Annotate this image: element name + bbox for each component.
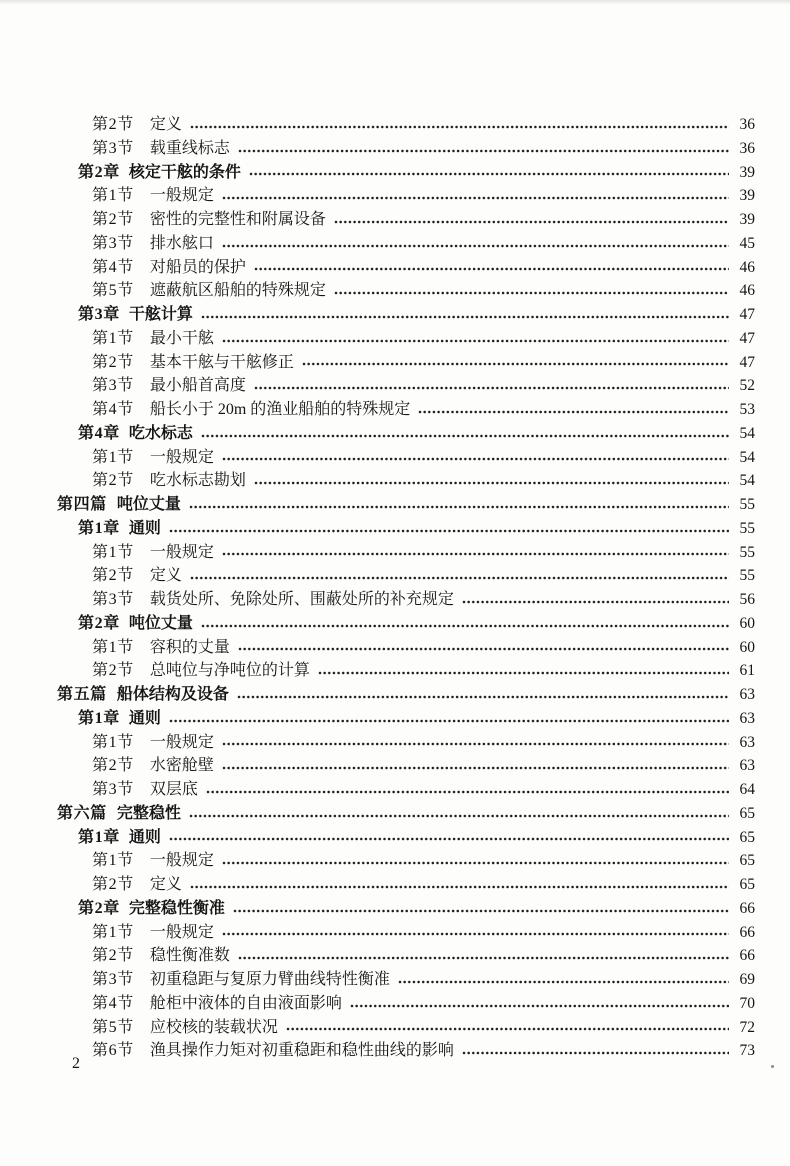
toc-entry-page-number: 66	[739, 899, 755, 917]
scan-artifact-speck	[771, 1065, 774, 1068]
toc-entry	[0, 256, 755, 280]
toc-entry-title: 吨位丈量	[116, 496, 181, 513]
toc-entry	[0, 279, 755, 303]
toc-entry-page-number: 54	[739, 424, 755, 442]
dot-leader-icon	[190, 878, 729, 892]
dot-leader-icon	[222, 237, 729, 251]
toc-entry-label: 第4节	[92, 994, 134, 1012]
dot-leader-icon	[222, 545, 729, 559]
toc-entry	[0, 636, 755, 660]
toc-entry-page-number: 63	[739, 686, 755, 703]
toc-entry	[0, 398, 755, 422]
toc-entry	[0, 113, 755, 137]
dot-leader-icon	[286, 1020, 729, 1034]
toc-entry-page-number: 55	[739, 567, 755, 585]
toc-entry	[0, 469, 755, 493]
toc-entry-title: 容积的丈量	[149, 638, 230, 656]
toc-entry-label: 第5节	[92, 1018, 134, 1036]
dot-leader-icon	[222, 735, 729, 749]
toc-entry-title: 水密舱壁	[149, 757, 214, 775]
toc-entry-label: 第2节	[92, 567, 134, 585]
dot-leader-icon	[201, 427, 729, 441]
dot-leader-icon	[462, 1044, 729, 1058]
toc-entry	[0, 968, 755, 992]
toc-entry-title: 一般规定	[149, 543, 214, 561]
toc-entry-page-number: 52	[739, 377, 755, 395]
toc-entry-page-number: 55	[739, 519, 755, 537]
toc-entry-page-number: 56	[739, 591, 755, 608]
toc-entry	[0, 564, 755, 588]
toc-entry-label: 第2节	[92, 472, 134, 490]
scan-top-edge	[0, 0, 790, 5]
toc-entry-label: 第1节	[92, 543, 134, 561]
toc-entry-page-number: 63	[739, 709, 755, 727]
toc-entry-label: 第3节	[92, 139, 134, 157]
toc-entry-title: 定义	[149, 116, 182, 133]
dot-leader-icon	[169, 712, 729, 726]
toc-entry-label: 第1节	[92, 329, 134, 347]
toc-entry-title: 基本干舷与干舷修正	[149, 353, 294, 371]
toc-entry-page-number: 47	[739, 329, 755, 347]
toc-entry-label: 第四篇	[57, 496, 107, 513]
toc-entry	[0, 374, 755, 398]
toc-entry-title: 初重稳距与复原力臂曲线特性衡准	[149, 971, 390, 988]
toc-entry-page-number: 72	[739, 1018, 755, 1036]
toc-entry-page-number: 47	[739, 306, 755, 323]
toc-entry-label: 第4节	[92, 401, 134, 418]
toc-entry-page-number: 46	[739, 258, 755, 276]
toc-entry-page-number: 63	[739, 757, 755, 775]
toc-entry-page-number: 54	[739, 448, 755, 466]
toc-entry	[0, 232, 755, 256]
toc-entry-title: 双层底	[149, 781, 198, 798]
toc-entry-label: 第六篇	[57, 804, 107, 822]
dot-leader-icon	[222, 759, 729, 773]
toc-entry-page-number: 46	[739, 282, 755, 300]
dot-leader-icon	[190, 569, 729, 583]
toc-entry-page-number: 65	[739, 876, 755, 893]
toc-entry-page-number: 66	[739, 947, 755, 965]
toc-entry-page-number: 70	[739, 994, 755, 1012]
toc-entry	[0, 873, 755, 897]
toc-entry-title: 一般规定	[149, 733, 214, 751]
toc-entry-page-number: 64	[739, 781, 755, 798]
dot-leader-icon	[302, 355, 729, 369]
toc-entry	[0, 754, 755, 778]
table-of-contents	[0, 113, 755, 1063]
dot-leader-icon	[237, 688, 729, 702]
toc-entry-label: 第3节	[92, 377, 134, 395]
toc-entry-label: 第五篇	[57, 686, 107, 703]
toc-entry	[0, 778, 755, 802]
toc-entry	[0, 541, 755, 565]
dot-leader-icon	[189, 807, 729, 821]
toc-entry	[0, 493, 755, 517]
toc-entry-title: 密性的完整性和附属设备	[149, 211, 326, 228]
toc-entry-label: 第4节	[92, 258, 134, 276]
toc-entry-title: 吨位丈量	[128, 614, 193, 632]
toc-entry-title: 一般规定	[149, 448, 214, 466]
toc-entry-title: 遮蔽航区船舶的特殊规定	[149, 282, 326, 300]
toc-entry	[0, 826, 755, 850]
dot-leader-icon	[249, 165, 729, 179]
toc-entry-page-number: 69	[739, 971, 755, 988]
dot-leader-icon	[254, 379, 729, 393]
dot-leader-icon	[222, 332, 729, 346]
toc-entry-label: 第3节	[92, 234, 134, 252]
toc-entry-page-number: 63	[739, 733, 755, 751]
dot-leader-icon	[222, 450, 729, 464]
toc-entry	[0, 731, 755, 755]
toc-entry-label: 第1节	[92, 923, 134, 941]
toc-entry-label: 第1节	[92, 448, 134, 466]
toc-entry-title: 完整稳性衡准	[128, 899, 225, 917]
toc-entry-label: 第2节	[92, 662, 134, 680]
toc-entry-label: 第2节	[92, 211, 134, 228]
toc-entry-label: 第2节	[92, 876, 134, 893]
page-number-footer: 2	[72, 1055, 80, 1072]
toc-entry-label: 第2章	[78, 614, 120, 632]
toc-entry-page-number: 39	[739, 163, 755, 181]
toc-entry-label: 第2节	[92, 757, 134, 775]
toc-entry	[0, 921, 755, 945]
dot-leader-icon	[462, 593, 729, 607]
toc-entry-title: 总吨位与净吨位的计算	[149, 662, 310, 680]
toc-entry-title: 一般规定	[149, 852, 214, 870]
toc-entry-page-number: 36	[739, 139, 755, 157]
toc-entry-label: 第1节	[92, 187, 134, 205]
toc-entry-title: 船长小于 20m 的渔业船舶的特殊规定	[149, 401, 411, 418]
toc-entry	[0, 351, 755, 375]
toc-entry-title: 通则	[128, 519, 161, 537]
toc-entry	[0, 588, 755, 612]
toc-entry-page-number: 65	[739, 828, 755, 846]
toc-entry-title: 定义	[149, 567, 182, 585]
dot-leader-icon	[190, 118, 729, 132]
toc-entry-title: 载重线标志	[149, 139, 230, 157]
toc-entry-title: 对船员的保护	[149, 258, 246, 276]
toc-entry	[0, 659, 755, 683]
toc-entry-page-number: 73	[739, 1042, 755, 1060]
toc-entry	[0, 802, 755, 826]
toc-entry-title: 完整稳性	[116, 804, 181, 822]
toc-entry-label: 第1章	[78, 519, 120, 537]
toc-entry-label: 第2节	[92, 353, 134, 371]
toc-entry-title: 排水舷口	[149, 234, 214, 252]
toc-entry-title: 吃水标志	[128, 424, 193, 442]
toc-entry-title: 应校核的装载状况	[149, 1018, 278, 1036]
toc-entry-title: 渔具操作力矩对初重稳距和稳性曲线的影响	[149, 1042, 454, 1060]
toc-entry-title: 一般规定	[149, 923, 214, 941]
dot-leader-icon	[334, 284, 729, 298]
dot-leader-icon	[334, 213, 729, 227]
dot-leader-icon	[238, 640, 729, 654]
toc-entry	[0, 517, 755, 541]
toc-entry-label: 第2节	[92, 947, 134, 965]
toc-entry-page-number: 65	[739, 804, 755, 822]
toc-entry-label: 第5节	[92, 282, 134, 300]
toc-entry-label: 第1节	[92, 852, 134, 870]
toc-entry-label: 第2节	[92, 116, 134, 133]
toc-entry	[0, 612, 755, 636]
toc-entry-label: 第1节	[92, 733, 134, 751]
toc-entry-title: 船体结构及设备	[116, 686, 229, 703]
dot-leader-icon	[206, 783, 729, 797]
toc-entry-page-number: 55	[739, 543, 755, 561]
dot-leader-icon	[318, 664, 729, 678]
toc-entry-label: 第1章	[78, 828, 120, 846]
toc-entry-page-number: 39	[739, 211, 755, 228]
toc-entry-label: 第3章	[78, 306, 120, 323]
toc-entry-page-number: 54	[739, 472, 755, 490]
toc-entry-title: 一般规定	[149, 187, 214, 205]
toc-entry-page-number: 61	[739, 662, 755, 680]
toc-entry-page-number: 36	[739, 116, 755, 133]
dot-leader-icon	[238, 142, 729, 156]
toc-entry	[0, 184, 755, 208]
toc-entry	[0, 944, 755, 968]
dot-leader-icon	[254, 260, 729, 274]
toc-entry-label: 第2章	[78, 899, 120, 917]
toc-entry	[0, 137, 755, 161]
toc-entry-label: 第2章	[78, 163, 120, 181]
dot-leader-icon	[222, 189, 729, 203]
dot-leader-icon	[238, 949, 729, 963]
dot-leader-icon	[418, 403, 729, 417]
toc-entry	[0, 303, 755, 327]
toc-entry	[0, 849, 755, 873]
toc-entry-label: 第3节	[92, 591, 134, 608]
toc-entry	[0, 208, 755, 232]
toc-entry	[0, 446, 755, 470]
toc-entry	[0, 1039, 755, 1063]
dot-leader-icon	[189, 498, 729, 512]
toc-entry-label: 第1章	[78, 709, 120, 727]
toc-entry-title: 舱柜中液体的自由液面影响	[149, 994, 342, 1012]
toc-entry-label: 第4章	[78, 424, 120, 442]
toc-entry-title: 稳性衡准数	[149, 947, 230, 965]
toc-entry	[0, 683, 755, 707]
toc-entry	[0, 327, 755, 351]
toc-entry-page-number: 65	[739, 852, 755, 870]
toc-entry-title: 载货处所、免除处所、围蔽处所的补充规定	[149, 591, 454, 608]
dot-leader-icon	[254, 474, 729, 488]
toc-entry	[0, 992, 755, 1016]
toc-entry	[0, 422, 755, 446]
toc-entry-title: 吃水标志勘划	[149, 472, 246, 490]
dot-leader-icon	[233, 902, 729, 916]
toc-entry-title: 通则	[128, 828, 161, 846]
toc-entry-page-number: 47	[739, 353, 755, 371]
dot-leader-icon	[398, 973, 729, 987]
toc-entry-page-number: 55	[739, 496, 755, 513]
dot-leader-icon	[169, 830, 729, 844]
dot-leader-icon	[350, 997, 729, 1011]
dot-leader-icon	[169, 522, 729, 536]
dot-leader-icon	[222, 925, 729, 939]
toc-entry	[0, 707, 755, 731]
toc-entry-page-number: 60	[739, 638, 755, 656]
toc-entry-title: 最小船首高度	[149, 377, 246, 395]
toc-entry-title: 通则	[128, 709, 161, 727]
toc-entry-page-number: 66	[739, 923, 755, 941]
toc-entry-page-number: 39	[739, 187, 755, 205]
toc-entry-label: 第1节	[92, 638, 134, 656]
toc-entry-page-number: 45	[739, 234, 755, 252]
toc-entry-title: 核定干舷的条件	[128, 163, 241, 181]
toc-entry-page-number: 53	[739, 401, 755, 418]
toc-entry-label: 第3节	[92, 781, 134, 798]
dot-leader-icon	[201, 617, 729, 631]
toc-entry	[0, 1016, 755, 1040]
toc-entry-title: 干舷计算	[128, 306, 193, 323]
toc-entry	[0, 897, 755, 921]
dot-leader-icon	[222, 854, 729, 868]
toc-entry	[0, 161, 755, 185]
toc-entry-page-number: 60	[739, 614, 755, 632]
dot-leader-icon	[201, 308, 729, 322]
toc-entry-label: 第3节	[92, 971, 134, 988]
toc-entry-title: 最小干舷	[149, 329, 214, 347]
toc-entry-label: 第6节	[92, 1042, 134, 1060]
toc-entry-title: 定义	[149, 876, 182, 893]
